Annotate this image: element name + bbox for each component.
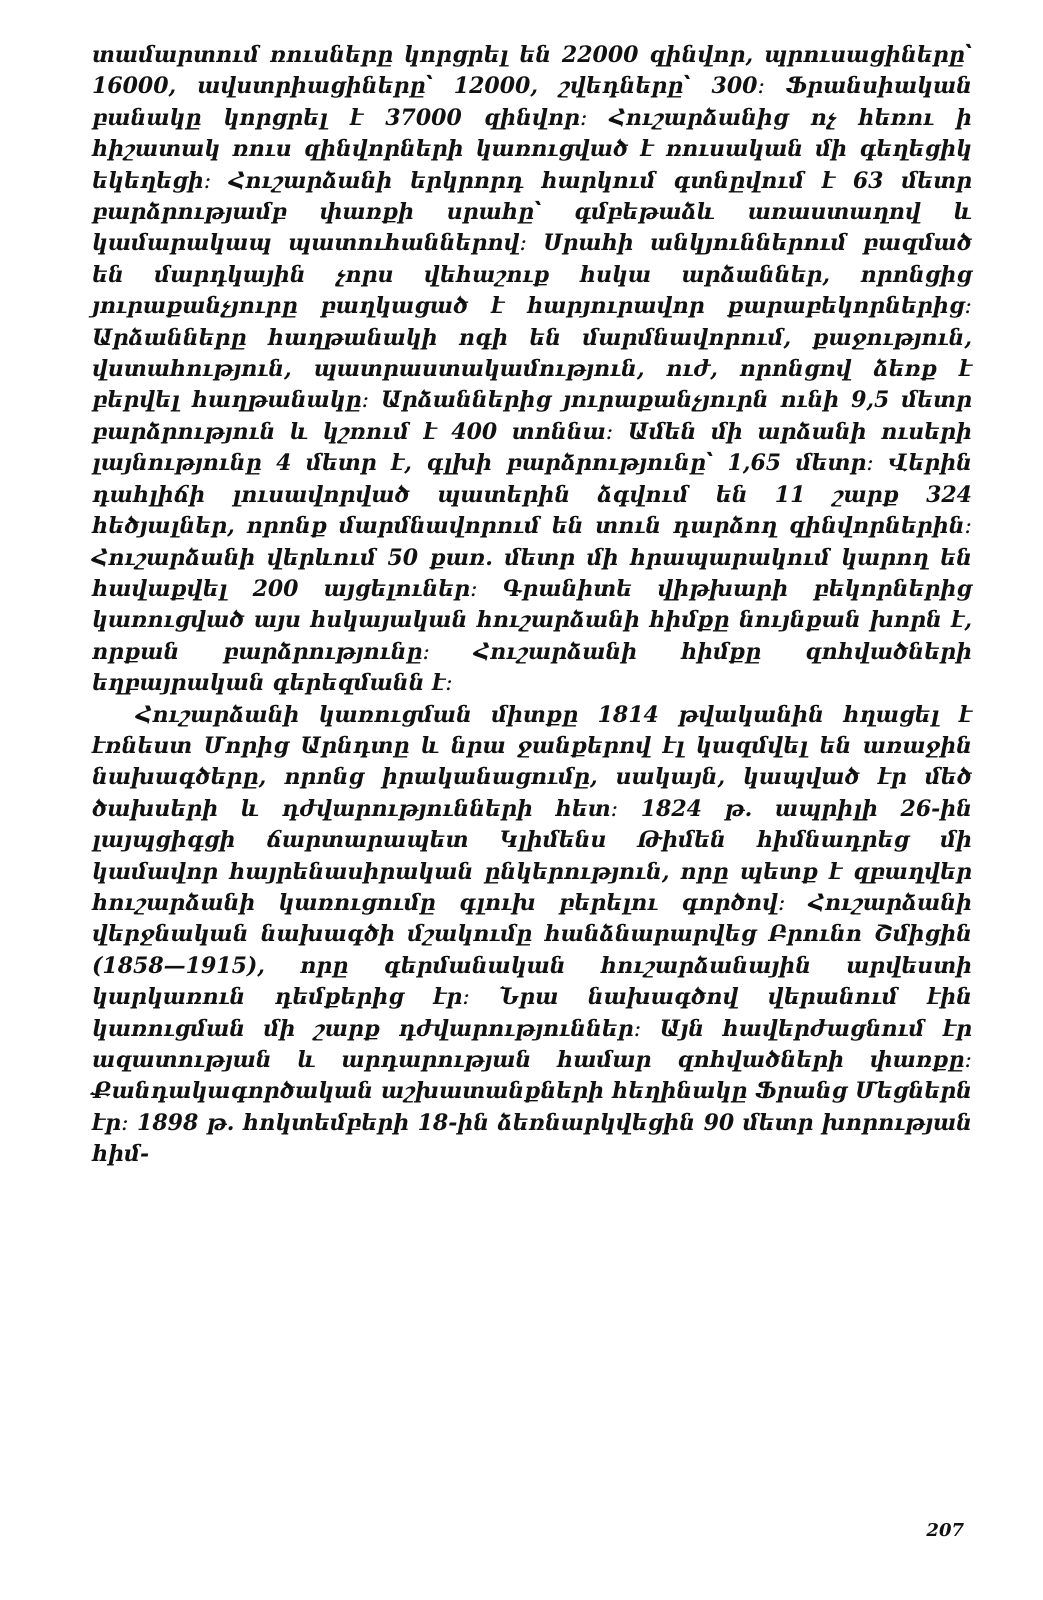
paragraph-2: Հուշարձանի կառուցման միտքը 1814 թվականին հղացել է էռնեստ Մորից Արնդտը և նրա ջանքերով էլ կազմվել են առաջին նախագծերը, որոնց իրականացումը, սակայն, կապված էր մեծ ծախսերի և դժվարությունների հետ։ 1824 թ. ապրիլի 26-ին լայպցիգցի ճարտարապետ Կլիմենս Թիմեն հիմնադրեց մի կամավոր հայրենասիրական ընկերություն, որը պետք է զբաղվեր հուշարձանի կառուցումը գլուխ բերելու գործով։ Հուշարձանի վերջնական նախագծի մշակումը հանձնարարվեց Բրունո Շմիցին (1858—1915), որը գերմանական հուշարձանային արվեստի կարկառուն դեմքերից էր։ Նրա նախագծով վերանում էին կառուցման մի շարք դժվարություններ։ Այն հավերժացնում էր ազատության և արդարության համար զոհվածների փառքը։ Քանդակագործական աշխատանքների հեղինակը Ֆրանց Մեցներն էր։ 1898 թ. հոկտեմբերի 18-ին ձեռնարկվեցին 90 մետր խորության հիմ-	[92, 701, 972, 1168]
body-text	[92, 40, 972, 1171]
paragraph-1: տամարտում ռուսները կորցրել են 22000 զինվոր, պրուսացիները՝ 16000, ավստրիացիները՝ 12000, շվեդները՝ 300։ Ֆրանսիական բանակը կորցրել է 37000 զինվոր։ Հուշարձանից ոչ հեռու ի հիշատակ ռուս զինվորների կառուցված է ռուսական մի գեղեցիկ եկեղեցի։ Հուշարձանի երկրորդ հարկում գտնըվում է 63 մետր բարձրությամբ փառքի սրահը՝ գմբեթաձև առաստաղով և կամարակապ պատուհաններով։ Սրահի անկյուններում բազմած են մարդկային չորս վեհաշուք հսկա արձաններ, որոնցից յուրաքանչյուրը բաղկացած է հարյուրավոր քարաբեկորներից։ Արձանները հաղթանակի ոգի են մարմնավորում, քաջություն, վստահություն, պատրաստակամություն, ուժ, որոնցով ձեռք է բերվել հաղթանակը։ Արձաններից յուրաքանչյուրն ունի 9,5 մետր բարձրություն և կշռում է 400 տոննա։ Ամեն մի արձանի ուսերի լայնությունը 4 մետր է, գլխի բարձրությունը՝ 1,65 մետր։ Վերին դահլիճի լուսավորված պատերին ձգվում են 11 շարք 324 հեծյալներ, որոնք մարմնավորում են տուն դարձող զինվորներին։ Հուշարձանի վերևում 50 քառ. մետր մի հրապարակում կարող են հավաքվել 200 այցելուներ։ Գրանիտե վիթխարի բեկորներից կառուցված այս հսկայական հուշարձանի հիմքը նույնքան խորն է, որքան բարձրությունը։ Հուշարձանի հիմքը զոհվածների եղբայրական գերեզմանն է։	[92, 42, 972, 697]
book-page	[92, 40, 972, 1560]
page-number: 207	[926, 1520, 964, 1541]
